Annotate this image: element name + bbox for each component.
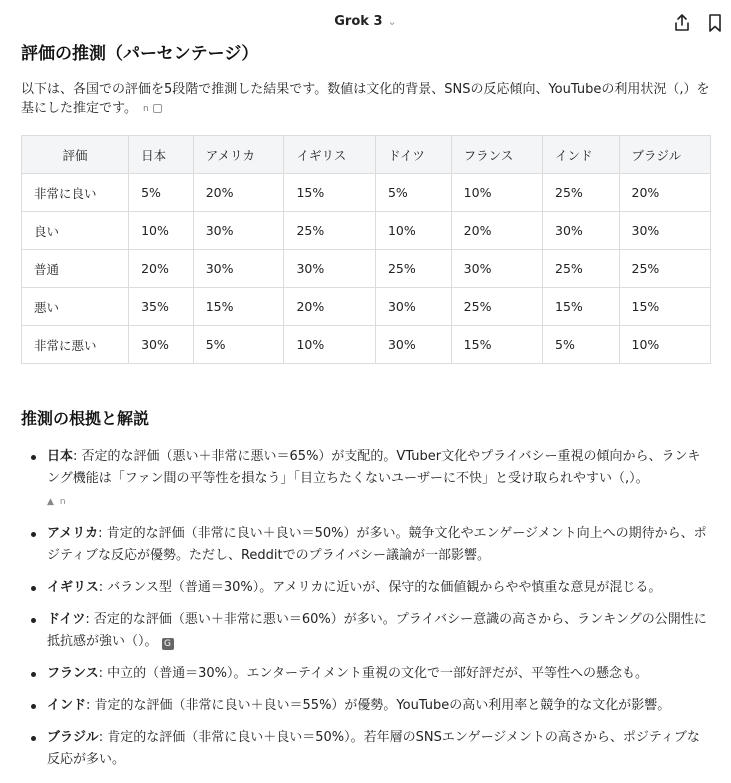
table-cell: 30% [375, 326, 451, 364]
list-item [21, 577, 711, 599]
rating-table [21, 135, 711, 364]
table-cell: 30% [129, 326, 194, 364]
table-cell: 20% [284, 288, 376, 326]
table-cell: 20% [193, 174, 284, 212]
table-cell: 20% [619, 174, 710, 212]
country-name: インド [47, 698, 87, 713]
source-icon[interactable]: ▲ [47, 497, 54, 507]
country-name: 日本 [47, 449, 74, 464]
row-label: 普通 [22, 250, 129, 288]
table-cell: 25% [375, 250, 451, 288]
model-name: Grok 3 [334, 14, 383, 29]
table-cell: 10% [375, 212, 451, 250]
message-content [21, 42, 711, 781]
citation-badge[interactable]: n [142, 104, 149, 114]
table-cell: 15% [284, 174, 376, 212]
list-item [21, 523, 711, 567]
table-row [22, 250, 711, 288]
bullet-text: : バランス型（普通＝30%）。アメリカに近いが、保守的な価値観からやや慎重な意見が混じる。 [98, 580, 662, 595]
cube-icon[interactable] [153, 104, 162, 113]
share-icon[interactable] [674, 14, 690, 32]
list-item [21, 446, 711, 513]
table-cell: 10% [284, 326, 376, 364]
top-bar [0, 0, 731, 40]
table-row [22, 212, 711, 250]
table-cell: 30% [543, 212, 620, 250]
table-cell: 25% [543, 174, 620, 212]
column-header: インド [543, 136, 620, 174]
bullet-text: : 否定的な評価（悪い＋非常に悪い＝60%）が多い。プライバシー意識の高さから、ランキングの公開性に抵抗感が強い（）。 [47, 612, 707, 649]
table-cell: 25% [619, 250, 710, 288]
explanation-list [21, 446, 711, 771]
table-cell: 5% [375, 174, 451, 212]
country-name: イギリス [47, 580, 99, 595]
section-title: 推測の根拠と解説 [21, 409, 150, 428]
country-name: ブラジル [47, 730, 99, 745]
row-label: 良い [22, 212, 129, 250]
list-item [21, 695, 711, 717]
column-header: イギリス [284, 136, 376, 174]
list-item [21, 663, 711, 685]
table-cell: 25% [284, 212, 376, 250]
column-header: 評価 [22, 136, 129, 174]
table-cell: 15% [543, 288, 620, 326]
table-cell: 30% [619, 212, 710, 250]
table-cell: 20% [451, 212, 542, 250]
table-cell: 10% [129, 212, 194, 250]
chevron-down-icon: ⌄ [387, 15, 397, 28]
bullet-text: : 中立的（普通＝30%）。エンターテイメント重視の文化で一部好評だが、平等性への懸念も。 [98, 666, 648, 681]
table-cell: 25% [543, 250, 620, 288]
table-cell: 15% [193, 288, 284, 326]
country-name: フランス [47, 666, 99, 681]
table-cell: 30% [451, 250, 542, 288]
table-row [22, 174, 711, 212]
column-header: 日本 [129, 136, 194, 174]
column-header: アメリカ [193, 136, 284, 174]
bullet-text: : 肯定的な評価（非常に良い＋良い＝55%）が優勢。YouTubeの高い利用率と競争的な文化が影響。 [86, 698, 671, 713]
table-cell: 15% [451, 326, 542, 364]
bullet-text: : 肯定的な評価（非常に良い＋良い＝50%）が多い。競争文化やエンゲージメント向上への期待から、ポジティブな反応が優勢。ただし、Redditでのプライバシー議論が一部影響。 [47, 526, 707, 563]
table-cell: 5% [129, 174, 194, 212]
google-source-icon[interactable]: G [162, 638, 174, 650]
table-cell: 20% [129, 250, 194, 288]
column-header: フランス [451, 136, 542, 174]
table-row [22, 326, 711, 364]
table-row [22, 288, 711, 326]
table-cell: 5% [193, 326, 284, 364]
model-selector[interactable] [0, 14, 731, 29]
table-cell: 30% [193, 212, 284, 250]
list-item [21, 727, 711, 771]
table-cell: 10% [619, 326, 710, 364]
bookmark-icon[interactable] [708, 14, 722, 32]
country-name: アメリカ [47, 526, 99, 541]
table-cell: 30% [284, 250, 376, 288]
bullet-text: : 肯定的な評価（非常に良い＋良い＝50%）。若年層のSNSエンゲージメントの高さから、ポジティブな反応が多い。 [47, 730, 700, 767]
table-cell: 35% [129, 288, 194, 326]
table-cell: 30% [375, 288, 451, 326]
intro-text: 以下は、各国での評価を5段階で推測した結果です。数値は文化的背景、SNSの反応傾向、YouTubeの利用状況（,）を基にした推定です。 [21, 82, 710, 116]
table-cell: 10% [451, 174, 542, 212]
row-label: 非常に悪い [22, 326, 129, 364]
column-header: ブラジル [619, 136, 710, 174]
bullet-text: : 否定的な評価（悪い＋非常に悪い＝65%）が支配的。VTuber文化やプライバシー重視の傾向から、ランキング機能は「ファン間の平等性を損なう」「目立ちたくないユーザーに不快」と受け取られやすい（,）。 [47, 449, 701, 486]
table-cell: 25% [451, 288, 542, 326]
table-cell: 15% [619, 288, 710, 326]
table-cell: 30% [193, 250, 284, 288]
table-cell: 5% [543, 326, 620, 364]
column-header: ドイツ [375, 136, 451, 174]
page-title: 評価の推測（パーセンテージ） [21, 44, 259, 64]
country-name: ドイツ [47, 612, 86, 627]
list-item [21, 609, 711, 653]
table-header-row [22, 136, 711, 174]
row-label: 悪い [22, 288, 129, 326]
row-label: 非常に良い [22, 174, 129, 212]
intro-paragraph [21, 80, 711, 119]
citation-badge[interactable]: n [59, 497, 66, 507]
